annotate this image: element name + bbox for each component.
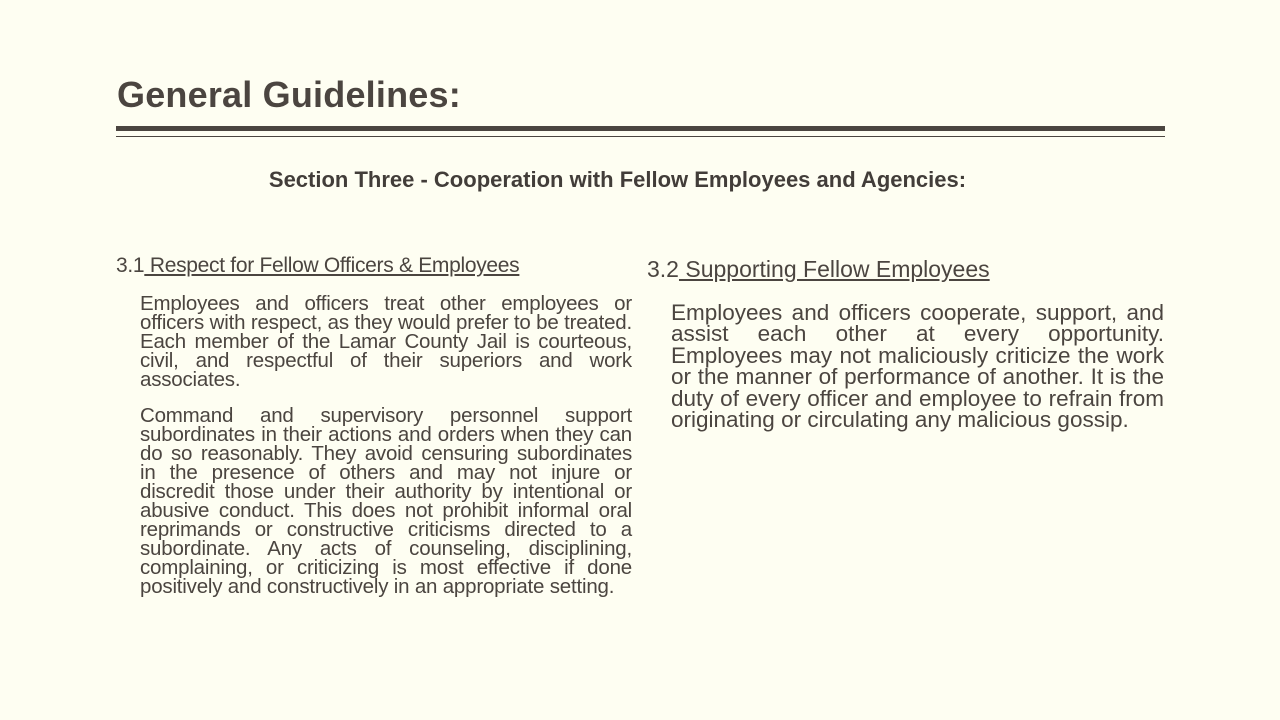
subsection-heading-3-2 xyxy=(647,256,1164,282)
body-paragraph: Employees and officers treat other employees or officers with respect, as they would prefer to be treated. Each member of the Lamar County Jail is courteous, civil, and respectful of their superiors and work associates. xyxy=(140,292,632,391)
subsection-number: 3.2 xyxy=(647,256,679,282)
slide-title: General Guidelines: xyxy=(117,74,461,115)
title-divider-thin xyxy=(116,136,1165,137)
subsection-title: Supporting Fellow Employees xyxy=(678,256,990,282)
section-heading: Section Three - Cooperation with Fellow Employees and Agencies: xyxy=(268,167,967,192)
subsection-heading-3-1 xyxy=(116,254,632,278)
body-paragraph: Command and supervisory personnel support subordinates in their actions and orders when they can do so reasonably. They avoid censuring subordinates in the presence of others and may not injure or discredit those under their authority by intentional or abusive conduct. This does not prohibit informal oral reprimands or constructive criticisms directed to a subordinate. Any acts of counseling, disciplining, complaining, or criticizing is most effective if done positively and constructively in an appropriate setting. xyxy=(140,404,632,598)
left-column xyxy=(116,254,632,596)
title-divider-thick xyxy=(116,126,1165,131)
body-paragraph: Employees and officers cooperate, support, and assist each other at every opportunity. Employees may not maliciously criticize the work or the manner of performance of another. It is the duty of every officer and employee to refrain from originating or circulating any malicious gossip. xyxy=(671,300,1164,433)
subsection-title: Respect for Fellow Officers & Employees xyxy=(144,254,520,277)
right-column xyxy=(647,254,1164,433)
subsection-number: 3.1 xyxy=(116,254,145,277)
